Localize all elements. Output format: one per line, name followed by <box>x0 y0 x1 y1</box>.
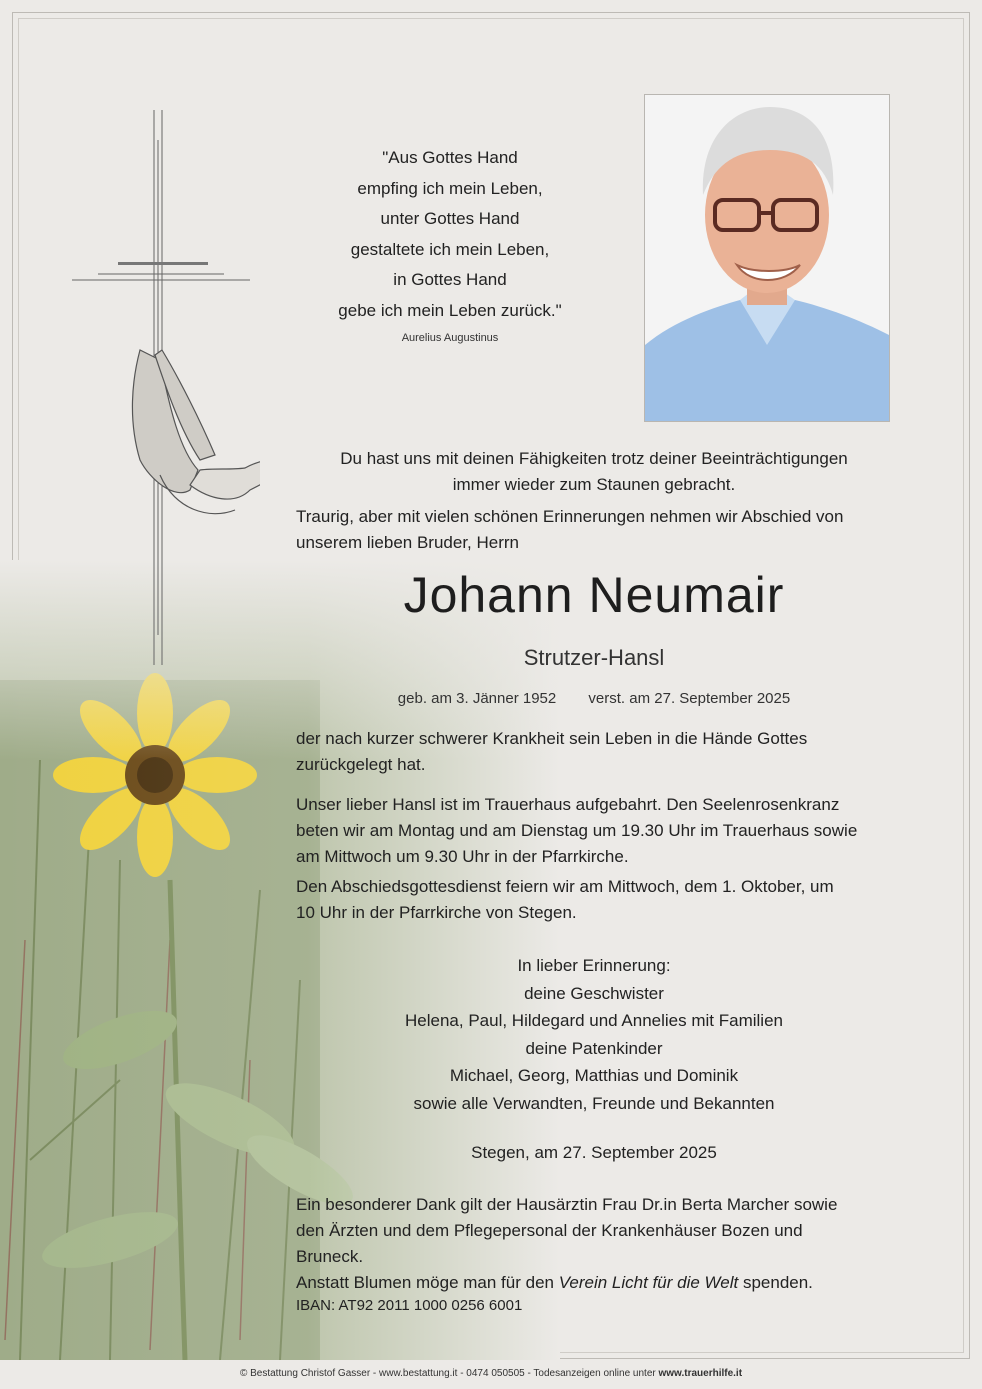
quote-line: unter Gottes Hand <box>380 209 520 229</box>
text-line: 10 Uhr in der Pfarrkirche von Stegen. <box>296 903 577 922</box>
farewell-line: Traurig, aber mit vielen schönen Erinnerungen nehmen wir Abschied von <box>296 507 844 526</box>
mourners-others: sowie alle Verwandten, Freunde und Bekannten <box>413 1093 775 1113</box>
paragraph-wake <box>296 792 890 870</box>
mourners-names: Michael, Georg, Matthias und Dominik <box>449 1066 739 1085</box>
donation-organization: Verein Licht für die Welt <box>558 1273 739 1292</box>
farewell-line: unserem lieben Bruder, Herrn <box>296 533 520 552</box>
deceased-name: Johann Neumair <box>403 567 785 623</box>
quote-author: Aurelius Augustinus <box>401 332 499 344</box>
farewell-text <box>296 504 890 556</box>
thanks-paragraph <box>296 1192 890 1316</box>
birth-date: geb. am 3. Jänner 1952 <box>397 690 557 707</box>
quote-line: "Aus Gottes Hand <box>382 148 518 167</box>
death-date: verst. am 27. September 2025 <box>588 690 791 707</box>
mourners-list <box>300 952 888 1117</box>
text-line: Den Abschiedsgottesdienst feiern wir am Mittwoch, dem 1. Oktober, um <box>296 877 834 896</box>
portrait-photo <box>644 94 890 422</box>
text-line: Ein besonderer Dank gilt der Hausärztin Frau Dr.in Berta Marcher sowie <box>296 1195 838 1214</box>
text-line: beten wir am Montag und am Dienstag um 19.30 Uhr im Trauerhaus sowie <box>296 821 858 840</box>
cross-with-praying-hands-icon <box>60 100 260 670</box>
paragraph-funeral <box>296 874 890 926</box>
quote-line: gebe ich mein Leben zurück." <box>338 300 562 320</box>
iban: IBAN: AT92 2011 1000 0256 6001 <box>296 1297 523 1314</box>
donation-text-pre: Anstatt Blumen möge man für den <box>296 1273 559 1292</box>
text-line: zurückgelegt hat. <box>296 755 426 774</box>
footer <box>0 1368 982 1379</box>
donation-line <box>296 1270 890 1296</box>
footer-link[interactable]: www.trauerhilfe.it <box>658 1368 743 1379</box>
text-line: Unser lieber Hansl ist im Trauerhaus aufgebahrt. Den Seelenrosenkranz <box>296 795 840 814</box>
deceased-nickname: Strutzer-Hansl <box>523 645 665 670</box>
mourners-names: Helena, Paul, Hildegard und Annelies mit Familien <box>405 1011 783 1030</box>
mourners-group: deine Geschwister <box>524 983 664 1003</box>
text-line: den Ärzten und dem Pflegepersonal der Krankenhäuser Bozen und <box>296 1221 803 1240</box>
mourners-intro: In lieber Erinnerung: <box>517 956 671 975</box>
life-dates <box>300 690 888 707</box>
paragraph-passing <box>296 726 890 778</box>
text-line: der nach kurzer schwerer Krankheit sein Leben in die Hände Gottes <box>296 729 808 748</box>
text-line: am Mittwoch um 9.30 Uhr in der Pfarrkirche. <box>296 847 629 866</box>
intro-line: Du hast uns mit deinen Fähigkeiten trotz deiner Beeinträchtigungen <box>340 449 848 468</box>
quote-line: empfing ich mein Leben, <box>357 178 543 198</box>
portrait-image <box>645 95 889 421</box>
quote-line: in Gottes Hand <box>393 270 507 290</box>
quote <box>300 143 600 327</box>
quote-line: gestaltete ich mein Leben, <box>350 239 550 259</box>
footer-text: © Bestattung Christof Gasser - www.bestattung.it - 0474 050505 - Todesanzeigen online unter <box>239 1368 659 1379</box>
text-line: Bruneck. <box>296 1247 364 1266</box>
mourners-group: deine Patenkinder <box>525 1038 663 1058</box>
intro-line: immer wieder zum Staunen gebracht. <box>452 475 736 494</box>
intro-text <box>300 446 888 498</box>
donation-text-post: spenden. <box>738 1273 813 1292</box>
place-date: Stegen, am 27. September 2025 <box>471 1143 717 1162</box>
